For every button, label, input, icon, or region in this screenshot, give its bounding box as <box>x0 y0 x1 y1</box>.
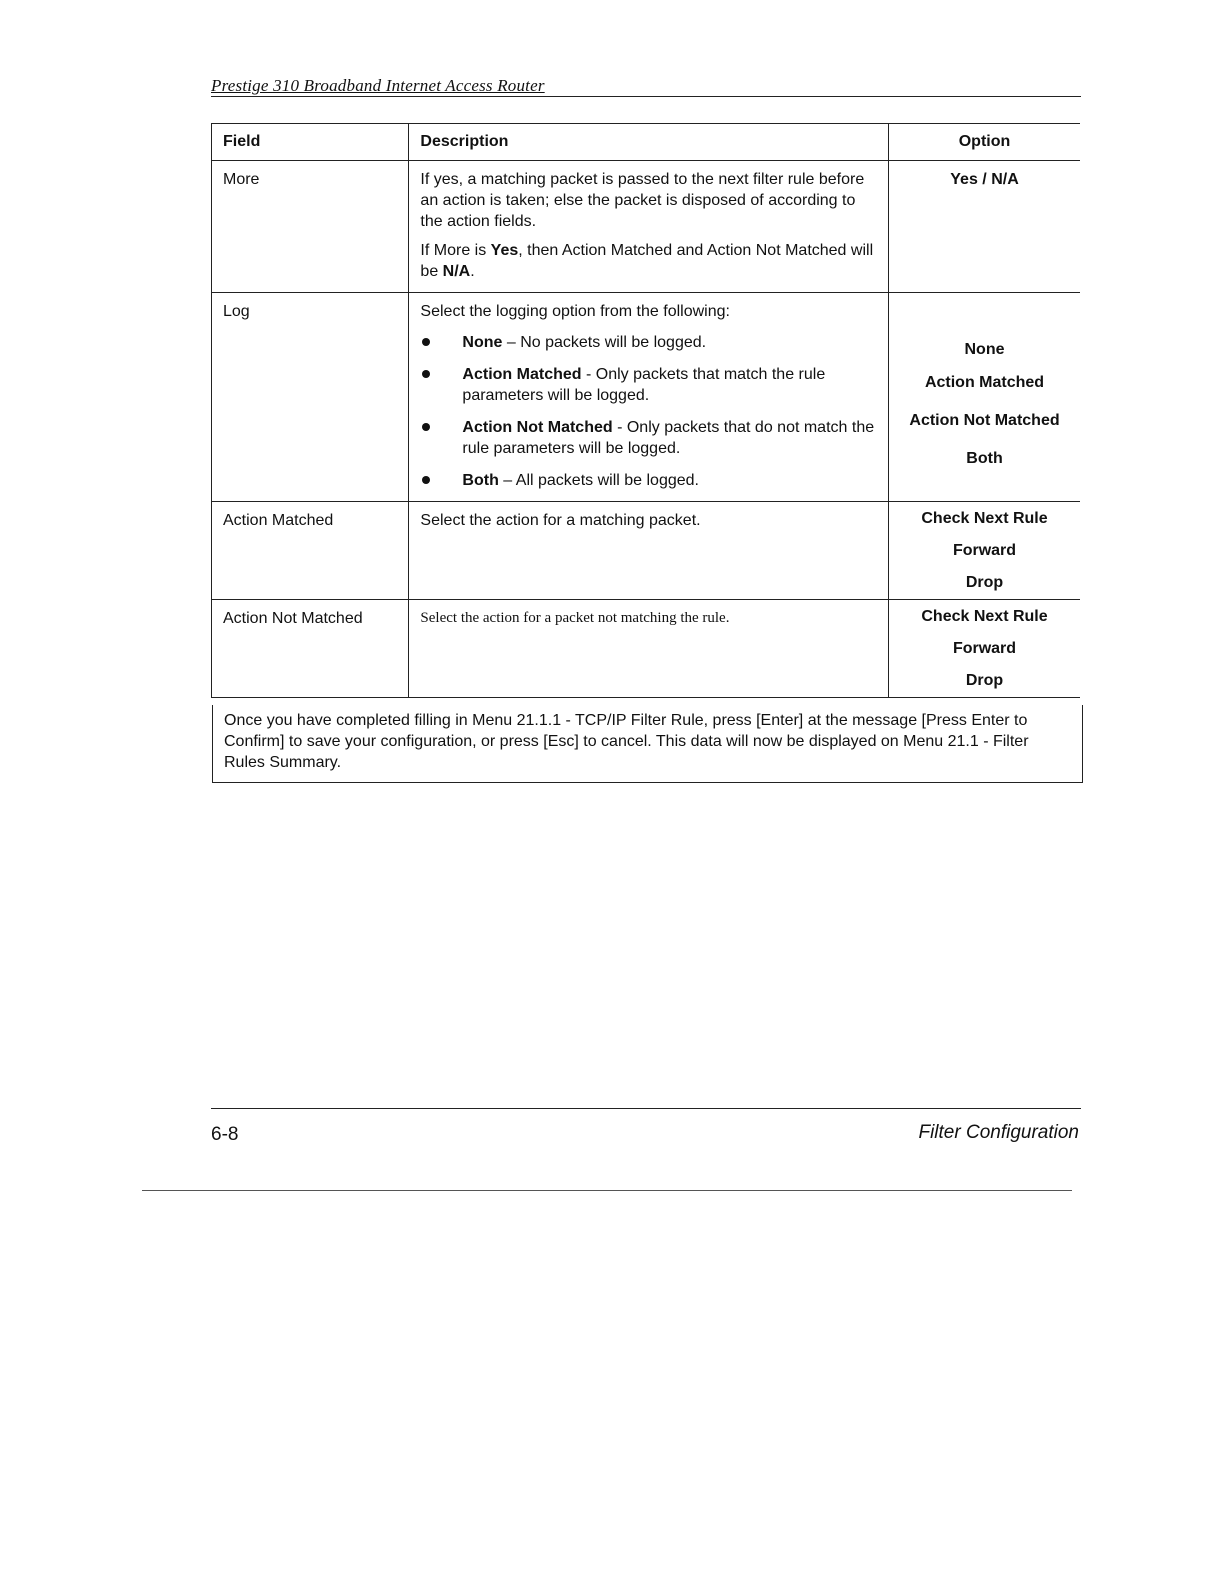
header-rule <box>211 96 1081 97</box>
description-paragraph: If More is Yes, then Action Matched and Action Not Matched will be N/A. <box>420 242 874 280</box>
list-item: Both – All packets will be logged. <box>420 470 878 491</box>
option-value: Check Next Rule <box>921 608 1048 625</box>
option-value: Yes / N/A <box>950 171 1019 188</box>
table-row-action-matched <box>212 502 1081 600</box>
bullet-icon <box>422 476 430 484</box>
option-value: Action Not Matched <box>909 412 1060 429</box>
table-row-action-not-matched <box>212 600 1081 698</box>
field-description: Select the action for a matching packet. <box>409 502 889 600</box>
field-options <box>889 293 1080 502</box>
field-name: More <box>212 161 409 293</box>
description-paragraph: Select the logging option from the following: <box>420 303 730 320</box>
option-value: Drop <box>965 672 1004 689</box>
field-options <box>889 502 1080 600</box>
field-description <box>409 161 889 293</box>
list-item: Action Matched - Only packets that match the rule parameters will be logged. <box>420 364 878 406</box>
description-paragraph: If yes, a matching packet is passed to the next filter rule before an action is taken; else the packet is disposed of according to the action fields. <box>420 171 865 230</box>
table-header-row <box>212 124 1081 161</box>
field-options <box>889 161 1080 293</box>
confirmation-note: Once you have completed filling in Menu 21.1.1 - TCP/IP Filter Rule, press [Enter] at the message [Press Enter to Confirm] to save your configuration, or press [Esc] to cancel. This data will now be displayed on Menu 21.1 - Filter Rules Summary. <box>212 705 1083 783</box>
list-item: None – No packets will be logged. <box>420 332 878 353</box>
option-value: Check Next Rule <box>921 510 1048 527</box>
field-description: Select the action for a packet not matching the rule. <box>409 600 889 698</box>
field-name: Action Matched <box>212 502 409 600</box>
option-value: Both <box>966 450 1003 467</box>
field-options <box>889 600 1080 698</box>
column-header-field: Field <box>212 124 409 161</box>
bullet-list <box>420 332 878 491</box>
footer-rule <box>211 1108 1081 1109</box>
bullet-icon <box>422 370 430 378</box>
option-value: None <box>964 341 1005 358</box>
field-name: Action Not Matched <box>212 600 409 698</box>
field-table <box>211 123 1080 698</box>
table-row-more <box>212 161 1081 293</box>
section-title: Filter Configuration <box>918 1122 1079 1143</box>
bullet-icon <box>422 423 430 431</box>
field-name: Log <box>212 293 409 502</box>
bullet-icon <box>422 338 430 346</box>
table-row-log <box>212 293 1081 502</box>
option-value: Drop <box>965 574 1004 591</box>
option-value: Forward <box>952 542 1017 559</box>
column-header-option: Option <box>889 124 1080 161</box>
option-value: Action Matched <box>924 374 1045 391</box>
column-header-description: Description <box>409 124 889 161</box>
page-number: 6-8 <box>211 1124 239 1145</box>
field-description <box>409 293 889 502</box>
list-item: Action Not Matched - Only packets that do not match the rule parameters will be logged. <box>420 417 878 459</box>
bottom-rule <box>142 1190 1072 1191</box>
option-value: Forward <box>952 640 1017 657</box>
running-header: Prestige 310 Broadband Internet Access Router <box>211 76 545 95</box>
